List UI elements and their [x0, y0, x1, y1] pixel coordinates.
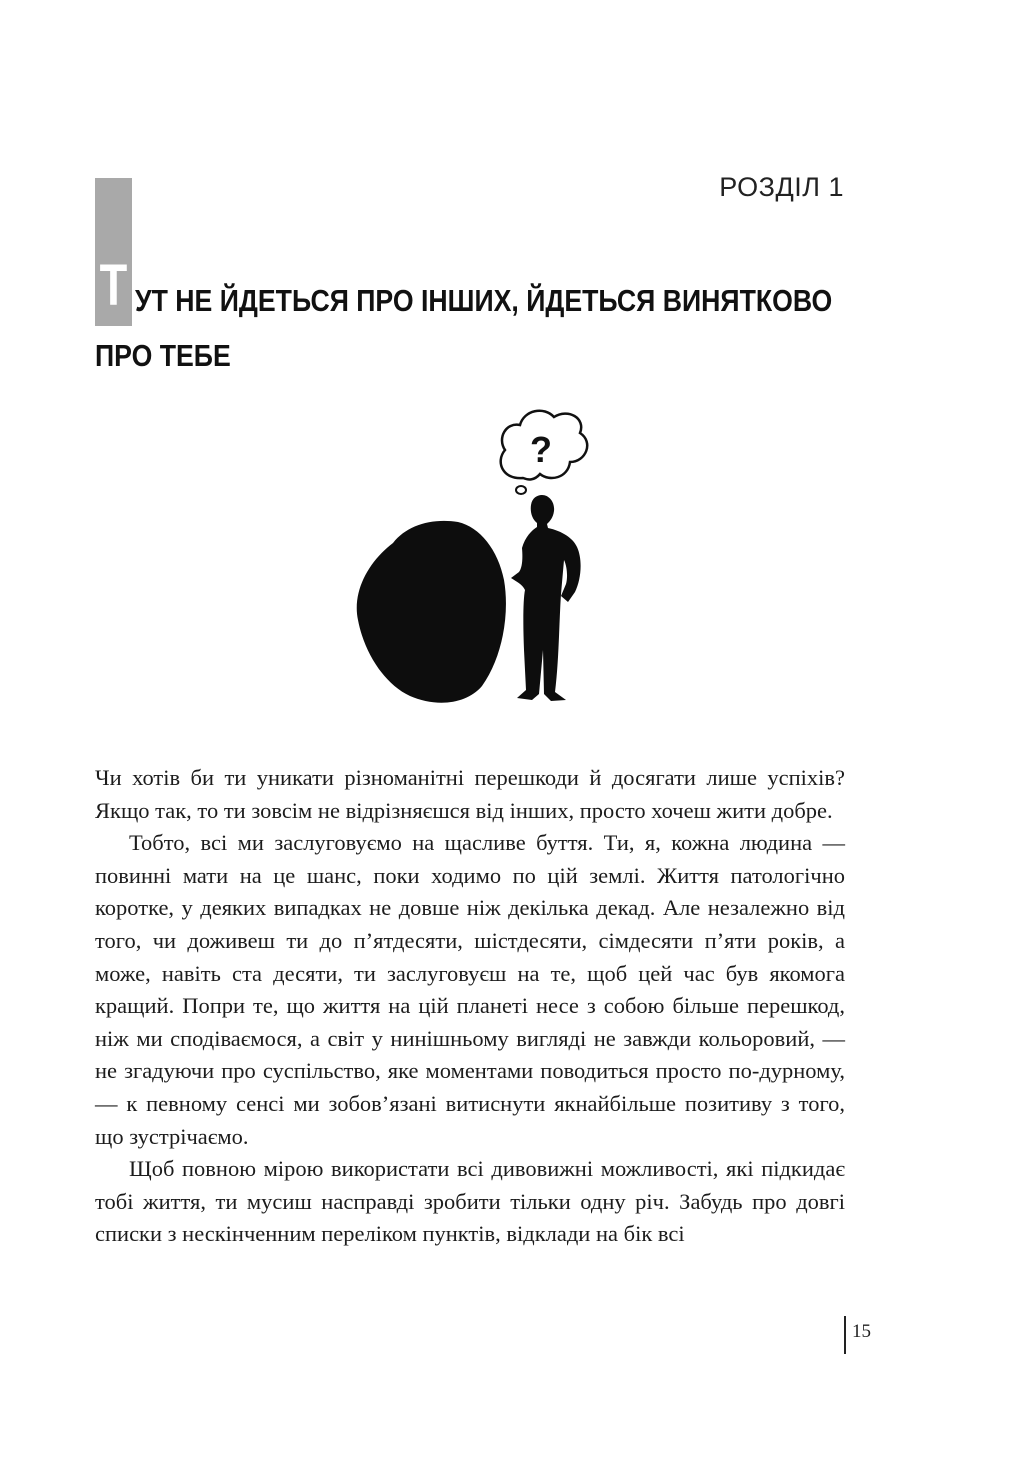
thought-bubble-icon: [501, 411, 588, 494]
page-number-rule: [844, 1316, 846, 1354]
boulder-icon: [357, 521, 506, 703]
page-number: 15: [852, 1321, 871, 1342]
chapter-title-line-1: УТ НЕ ЙДЕТЬСЯ ПРО ІНШИХ, ЙДЕТЬСЯ ВИНЯТКОВО: [135, 283, 833, 318]
drop-cap-letter: Т: [99, 253, 128, 318]
chapter-title-line-2: ПРО ТЕБЕ: [95, 338, 231, 373]
body-paragraph: Чи хотів би ти уникати різноманітні перешкоди й досягати лише успіхів? Якщо так, то ти зовсім не відрізняєшся від інших, просто хочеш жити добре.: [95, 765, 845, 823]
thought-bubble-text: ?: [530, 429, 552, 470]
body-text: [95, 762, 845, 1251]
section-label: РОЗДІЛ 1: [719, 172, 844, 202]
man-silhouette-icon: [511, 495, 581, 701]
body-paragraph: Тобто, всі ми заслуговуємо на щасливе буття. Ти, я, кожна людина — повинні мати на це шанс, поки ходимо по цій землі. Життя патологічно коротке, у деяких випадках не довше ніж декілька декад. Але незалежно від того, чи доживеш ти до п’ятдесяти, шістдесяти, сімдесяти п’яти років, а може, навіть ста десяти, ти заслуговуєш на те, щоб цей час був якомога кращий. Попри те, що життя на цій планеті несе з собою більше перешкод, ніж ми сподіваємося, а світ у нинішньому вигляді не завжди кольоровий, — не згадуючи про суспільство, яке моментами поводиться просто по-дурному, — к певному сенсі ми зобов’язані витиснути якнайбільше позитиву з того, що зустрічаємо.: [95, 830, 845, 1149]
body-paragraph: Щоб повною мірою використати всі дивовижні можливості, які підкидає тобі життя, ти мусиш насправді зробити тільки одну річ. Забудь про довгі списки з нескінченним переліком пунктів, відклади на бік всі: [95, 1156, 845, 1247]
chapter-illustration: [340, 400, 600, 720]
